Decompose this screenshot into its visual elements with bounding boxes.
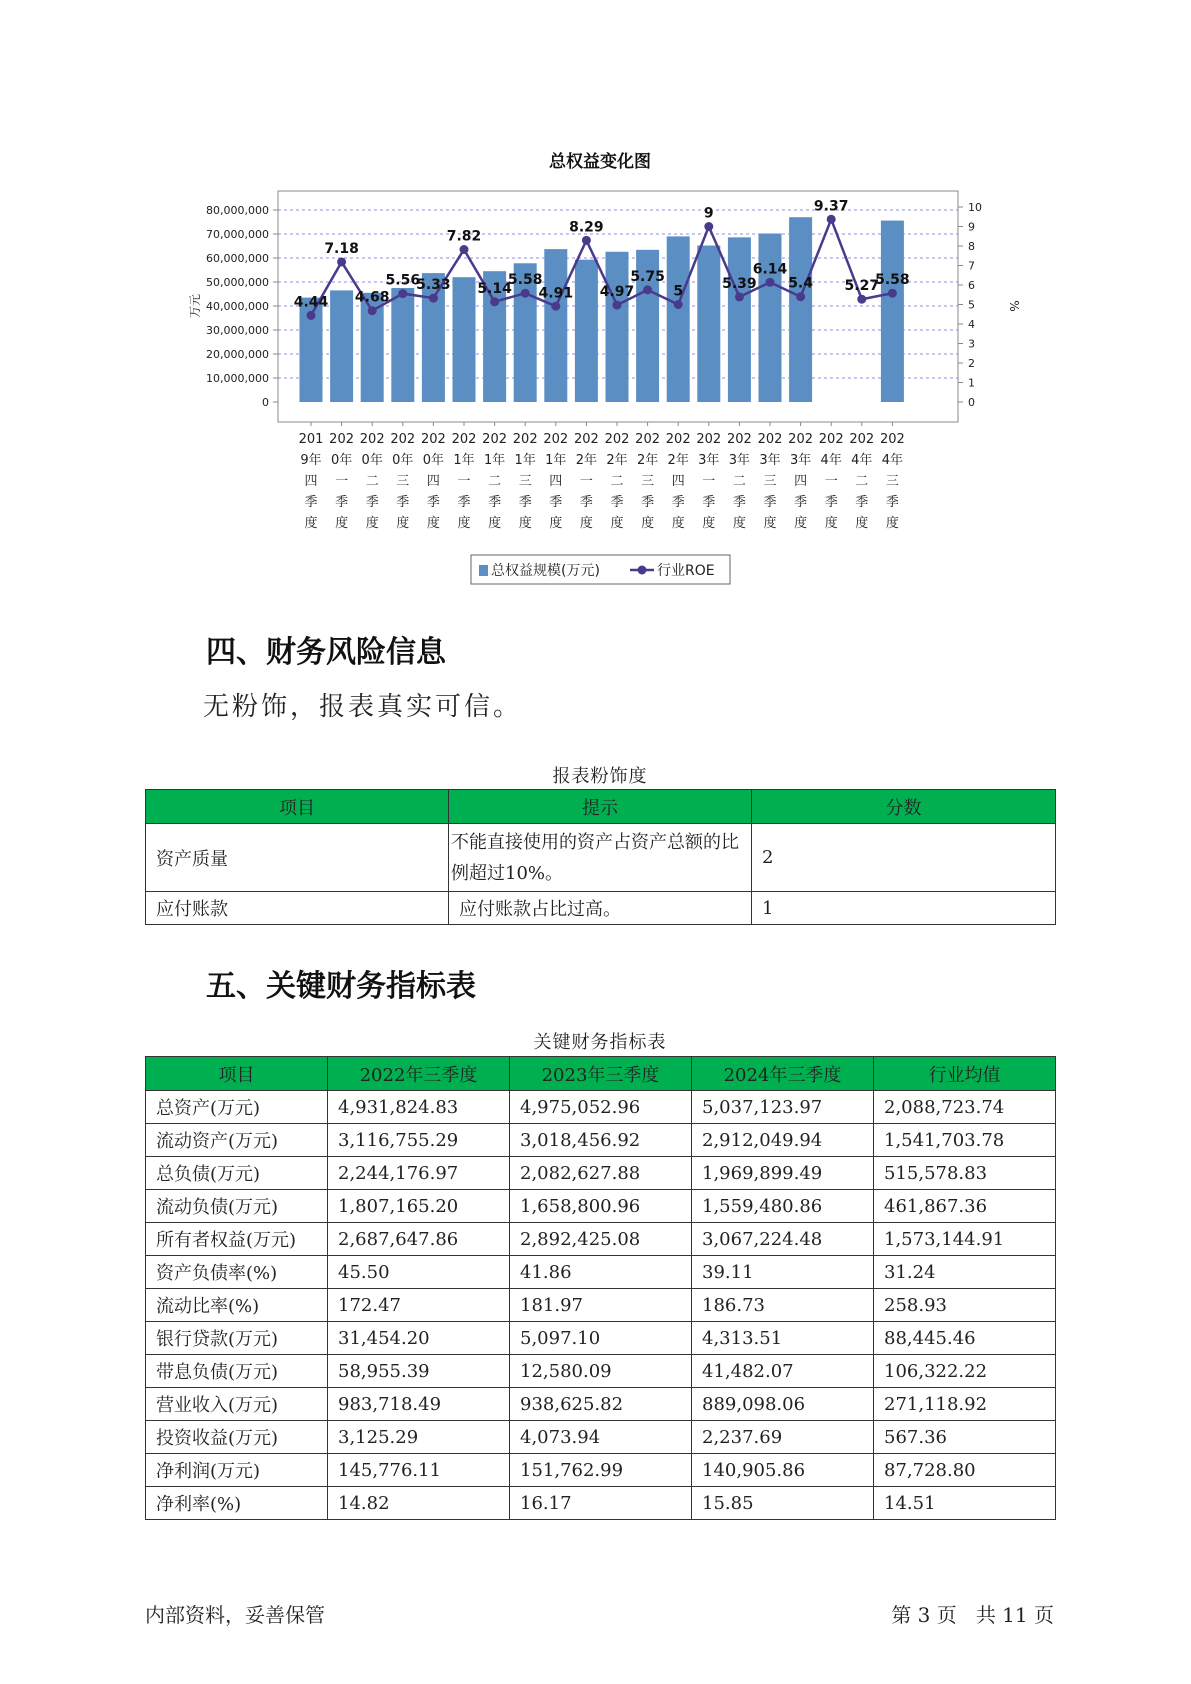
- risk-score: 1: [752, 892, 1056, 925]
- x-tick-label: 二: [732, 474, 746, 489]
- x-tick-label: 4年: [820, 453, 842, 468]
- kpi-2024q3: 186.73: [692, 1289, 874, 1322]
- x-tick-label: 1年: [453, 453, 475, 468]
- table-row: [146, 1487, 1056, 1520]
- kpi-2022q3: 58,955.39: [328, 1355, 510, 1388]
- y-left-tick-label: 30,000,000: [206, 324, 269, 337]
- y-right-tick-label: 4: [968, 318, 975, 331]
- legend-bar-swatch: [479, 565, 488, 576]
- kpi-2022q3: 172.47: [328, 1289, 510, 1322]
- x-tick-label: 三: [763, 474, 777, 489]
- kpi-2023q3: 3,018,456.92: [510, 1124, 692, 1157]
- kpi-industry-avg: 14.51: [874, 1487, 1056, 1520]
- kpi-item: 流动负债(万元): [146, 1190, 328, 1223]
- roe-point: [857, 295, 866, 304]
- kpi-industry-avg: 258.93: [874, 1289, 1056, 1322]
- kpi-2024q3: 41,482.07: [692, 1355, 874, 1388]
- equity-chart: [185, 135, 1021, 595]
- x-tick-label: 三: [518, 474, 532, 489]
- kpi-item: 带息负债(万元): [146, 1355, 328, 1388]
- risk-header-hint: 提示: [449, 790, 752, 824]
- kpi-item: 营业收入(万元): [146, 1388, 328, 1421]
- risk-hint: 不能直接使用的资产占资产总额的比例超过10%。: [449, 824, 752, 892]
- table-row: [146, 1157, 1056, 1190]
- kpi-2023q3: 1,658,800.96: [510, 1190, 692, 1223]
- x-tick-label: 202: [359, 432, 385, 447]
- roe-point: [398, 289, 407, 298]
- x-tick-label: 2年: [606, 453, 628, 468]
- y-left-tick-label: 40,000,000: [206, 300, 269, 313]
- risk-item: 应付账款: [146, 892, 449, 925]
- kpi-2024q3: 1,969,899.49: [692, 1157, 874, 1190]
- x-tick-label: 度: [579, 516, 593, 531]
- risk-hint: 应付账款占比过高。: [449, 892, 752, 925]
- x-tick-label: 季: [855, 495, 869, 510]
- x-tick-label: 202: [849, 432, 875, 447]
- x-tick-label: 度: [641, 516, 655, 531]
- kpi-2024q3: 4,313.51: [692, 1322, 874, 1355]
- roe-point: [827, 215, 836, 224]
- x-tick-label: 二: [610, 474, 624, 489]
- roe-point: [888, 289, 897, 298]
- x-tick-label: 202: [390, 432, 416, 447]
- x-tick-label: 度: [824, 516, 838, 531]
- kpi-item: 净利润(万元): [146, 1454, 328, 1487]
- y-right-tick-label: 3: [968, 337, 975, 351]
- x-tick-label: 四: [549, 474, 563, 489]
- roe-point: [766, 278, 775, 287]
- kpi-2023q3: 4,073.94: [510, 1421, 692, 1454]
- x-tick-label: 度: [396, 516, 410, 531]
- x-tick-label: 度: [457, 516, 471, 531]
- bar: [330, 290, 353, 402]
- table-row: [146, 1355, 1056, 1388]
- bar: [697, 246, 720, 402]
- table-row: [146, 1124, 1056, 1157]
- roe-point: [643, 285, 652, 294]
- kpi-2024q3: 5,037,123.97: [692, 1091, 874, 1124]
- x-tick-label: 二: [855, 474, 869, 489]
- table-row: [146, 1289, 1056, 1322]
- kpi-industry-avg: 106,322.22: [874, 1355, 1056, 1388]
- roe-data-label: 5.33: [416, 277, 451, 294]
- bar: [391, 288, 414, 402]
- kpi-header-2023q3: 2023年三季度: [510, 1057, 692, 1091]
- roe-point: [460, 245, 469, 254]
- x-tick-label: 季: [396, 495, 410, 510]
- x-tick-label: 202: [573, 432, 599, 447]
- x-tick-label: 四: [671, 474, 685, 489]
- kpi-2022q3: 45.50: [328, 1256, 510, 1289]
- section4-text: 无粉饰，报表真实可信。: [203, 692, 523, 722]
- y-left-tick-label: 0: [262, 396, 269, 409]
- x-tick-label: 度: [518, 516, 532, 531]
- x-tick-label: 度: [855, 516, 869, 531]
- x-tick-label: 202: [482, 432, 508, 447]
- kpi-2022q3: 14.82: [328, 1487, 510, 1520]
- x-tick-label: 202: [696, 432, 722, 447]
- x-tick-label: 度: [702, 516, 716, 531]
- kpi-industry-avg: 1,541,703.78: [874, 1124, 1056, 1157]
- x-tick-label: 202: [757, 432, 783, 447]
- roe-data-label: 7.82: [446, 228, 482, 245]
- kpi-industry-avg: 271,118.92: [874, 1388, 1056, 1421]
- x-tick-label: 三: [641, 474, 655, 489]
- x-tick-label: 202: [726, 432, 752, 447]
- x-tick-label: 0年: [392, 453, 414, 468]
- y-left-tick-label: 80,000,000: [206, 204, 269, 217]
- kpi-item: 总资产(万元): [146, 1091, 328, 1124]
- x-tick-label: 度: [763, 516, 777, 531]
- table-row: [146, 1322, 1056, 1355]
- x-tick-label: 202: [451, 432, 477, 447]
- y-right-tick-label: 0: [968, 396, 975, 409]
- x-tick-label: 2年: [636, 453, 659, 468]
- x-tick-label: 202: [329, 432, 355, 447]
- roe-data-label: 4.44: [293, 294, 329, 311]
- x-tick-label: 四: [426, 474, 440, 489]
- roe-point: [796, 292, 805, 301]
- kpi-2024q3: 2,237.69: [692, 1421, 874, 1454]
- x-tick-label: 度: [488, 516, 502, 531]
- chart-title: 总权益变化图: [549, 152, 651, 171]
- y-right-tick-label: 8: [968, 240, 975, 253]
- kpi-header-2022q3: 2022年三季度: [328, 1057, 510, 1091]
- kpi-2022q3: 3,116,755.29: [328, 1124, 510, 1157]
- kpi-2022q3: 983,718.49: [328, 1388, 510, 1421]
- risk-table: [145, 789, 1056, 925]
- x-tick-label: 季: [335, 495, 349, 510]
- x-tick-label: 一: [457, 474, 471, 489]
- table-row: [146, 1454, 1056, 1487]
- x-tick-label: 4年: [851, 453, 873, 468]
- legend-line-marker: [638, 566, 647, 575]
- x-tick-label: 202: [879, 432, 905, 447]
- chart-left-axis-label: 万元: [188, 293, 202, 319]
- x-tick-label: 1年: [483, 453, 506, 468]
- roe-data-label: 5.58: [875, 272, 910, 289]
- x-tick-label: 202: [543, 432, 569, 447]
- kpi-2024q3: 889,098.06: [692, 1388, 874, 1421]
- table-row: [146, 1190, 1056, 1223]
- x-tick-label: 一: [335, 474, 349, 489]
- roe-point: [551, 302, 560, 311]
- y-left-tick-label: 10,000,000: [206, 372, 269, 385]
- roe-point: [307, 311, 316, 320]
- x-tick-label: 2年: [667, 453, 689, 468]
- roe-data-label: 9: [703, 205, 714, 222]
- section4-title: 四、财务风险信息: [206, 635, 446, 670]
- x-tick-label: 季: [671, 495, 685, 510]
- kpi-2023q3: 151,762.99: [510, 1454, 692, 1487]
- x-tick-label: 季: [641, 495, 655, 510]
- kpi-table-header: [146, 1057, 1056, 1091]
- chart-bars: [300, 217, 904, 402]
- roe-data-label: 5.27: [844, 278, 880, 295]
- x-tick-label: 0年: [361, 453, 383, 468]
- table-row: [146, 1421, 1056, 1454]
- y-right-tick-label: 5: [968, 298, 975, 312]
- kpi-industry-avg: 1,573,144.91: [874, 1223, 1056, 1256]
- kpi-item: 流动资产(万元): [146, 1124, 328, 1157]
- y-left-tick-label: 70,000,000: [206, 228, 269, 241]
- roe-data-label: 9.37: [813, 198, 849, 215]
- roe-data-label: 5.4: [788, 275, 814, 292]
- x-tick-label: 季: [732, 495, 746, 510]
- bar: [453, 277, 476, 402]
- kpi-2022q3: 3,125.29: [328, 1421, 510, 1454]
- x-tick-label: 202: [635, 432, 661, 447]
- kpi-industry-avg: 567.36: [874, 1421, 1056, 1454]
- table-row: [146, 1388, 1056, 1421]
- x-tick-label: 三: [885, 474, 899, 489]
- bar: [881, 221, 904, 402]
- kpi-industry-avg: 88,445.46: [874, 1322, 1056, 1355]
- x-tick-label: 季: [518, 495, 532, 510]
- kpi-2023q3: 5,097.10: [510, 1322, 692, 1355]
- kpi-item: 流动比率(%): [146, 1289, 328, 1322]
- table-row: [146, 892, 1056, 925]
- y-left-tick-label: 50,000,000: [206, 276, 269, 289]
- x-tick-label: 一: [824, 474, 838, 489]
- kpi-item: 总负债(万元): [146, 1157, 328, 1190]
- kpi-2022q3: 31,454.20: [328, 1322, 510, 1355]
- roe-data-label: 5.75: [630, 268, 665, 285]
- x-tick-label: 季: [885, 495, 899, 510]
- kpi-2024q3: 3,067,224.48: [692, 1223, 874, 1256]
- roe-data-label: 6.14: [752, 261, 788, 278]
- kpi-2023q3: 2,892,425.08: [510, 1223, 692, 1256]
- roe-data-label: 5.58: [507, 272, 543, 289]
- x-tick-label: 度: [794, 516, 808, 531]
- x-tick-label: 202: [665, 432, 691, 447]
- x-tick-label: 季: [702, 495, 716, 510]
- y-right-tick-label: 10: [968, 201, 982, 214]
- roe-data-label: 4.97: [599, 284, 635, 301]
- kpi-2022q3: 2,687,647.86: [328, 1223, 510, 1256]
- x-tick-label: 202: [604, 432, 630, 447]
- x-tick-label: 1年: [514, 453, 536, 468]
- y-right-tick-label: 2: [968, 357, 975, 370]
- kpi-table-caption: 关键财务指标表: [533, 1032, 667, 1053]
- x-tick-label: 度: [304, 516, 318, 531]
- roe-point: [337, 257, 346, 266]
- x-tick-label: 一: [702, 474, 716, 489]
- roe-point: [735, 292, 744, 301]
- risk-table-caption: 报表粉饰度: [552, 766, 648, 787]
- chart-left-axis-ticks: [206, 204, 278, 409]
- chart-x-axis-ticks: [299, 422, 905, 531]
- x-tick-label: 季: [794, 495, 808, 510]
- x-tick-label: 季: [426, 495, 440, 510]
- kpi-2023q3: 41.86: [510, 1256, 692, 1289]
- kpi-2024q3: 1,559,480.86: [692, 1190, 874, 1223]
- risk-score: 2: [752, 824, 1056, 892]
- kpi-header-2024q3: 2024年三季度: [692, 1057, 874, 1091]
- kpi-2022q3: 1,807,165.20: [328, 1190, 510, 1223]
- kpi-item: 所有者权益(万元): [146, 1223, 328, 1256]
- kpi-2023q3: 12,580.09: [510, 1355, 692, 1388]
- x-tick-label: 度: [335, 516, 349, 531]
- roe-data-label: 5.39: [722, 275, 757, 292]
- bar: [789, 217, 812, 402]
- x-tick-label: 季: [365, 495, 379, 510]
- risk-header-item: 项目: [146, 790, 449, 824]
- kpi-header-item: 项目: [146, 1057, 328, 1091]
- roe-point: [704, 222, 713, 231]
- x-tick-label: 季: [763, 495, 777, 510]
- x-tick-label: 二: [488, 474, 502, 489]
- kpi-header-industry-avg: 行业均值: [874, 1057, 1056, 1091]
- roe-point: [521, 289, 530, 298]
- kpi-2024q3: 2,912,049.94: [692, 1124, 874, 1157]
- x-tick-label: 度: [732, 516, 746, 531]
- kpi-industry-avg: 515,578.83: [874, 1157, 1056, 1190]
- kpi-industry-avg: 31.24: [874, 1256, 1056, 1289]
- y-right-tick-label: 6: [968, 279, 975, 292]
- y-right-tick-label: 7: [968, 259, 975, 273]
- kpi-table: [145, 1056, 1056, 1520]
- x-tick-label: 9年: [300, 453, 322, 468]
- kpi-2022q3: 145,776.11: [328, 1454, 510, 1487]
- x-tick-label: 0年: [330, 453, 353, 468]
- table-row: [146, 1091, 1056, 1124]
- risk-header-score: 分数: [752, 790, 1056, 824]
- x-tick-label: 度: [426, 516, 440, 531]
- bar: [544, 249, 567, 402]
- x-tick-label: 季: [824, 495, 838, 510]
- legend-line-label: 行业ROE: [657, 563, 715, 579]
- risk-table-header: [146, 790, 1056, 824]
- x-tick-label: 季: [304, 495, 318, 510]
- x-tick-label: 3年: [789, 453, 812, 468]
- bar: [759, 234, 782, 402]
- y-left-tick-label: 60,000,000: [206, 252, 269, 265]
- roe-data-label: 5.56: [385, 272, 421, 289]
- section5-title: 五、关键财务指标表: [206, 969, 476, 1004]
- x-tick-label: 季: [610, 495, 624, 510]
- x-tick-label: 度: [885, 516, 899, 531]
- x-tick-label: 季: [549, 495, 563, 510]
- kpi-2024q3: 15.85: [692, 1487, 874, 1520]
- kpi-industry-avg: 461,867.36: [874, 1190, 1056, 1223]
- kpi-2023q3: 938,625.82: [510, 1388, 692, 1421]
- roe-point: [613, 301, 622, 310]
- table-row: [146, 1256, 1056, 1289]
- x-tick-label: 三: [396, 474, 410, 489]
- roe-point: [429, 294, 438, 303]
- bar: [575, 260, 598, 402]
- kpi-2023q3: 2,082,627.88: [510, 1157, 692, 1190]
- bar: [667, 236, 690, 402]
- kpi-item: 资产负债率(%): [146, 1256, 328, 1289]
- kpi-item: 净利率(%): [146, 1487, 328, 1520]
- chart-legend: [471, 555, 730, 584]
- kpi-item: 投资收益(万元): [146, 1421, 328, 1454]
- x-tick-label: 0年: [422, 453, 445, 468]
- roe-point: [490, 297, 499, 306]
- kpi-industry-avg: 87,728.80: [874, 1454, 1056, 1487]
- x-tick-label: 度: [671, 516, 685, 531]
- legend-bar-label: 总权益规模(万元): [491, 563, 600, 579]
- x-tick-label: 季: [457, 495, 471, 510]
- kpi-2022q3: 2,244,176.97: [328, 1157, 510, 1190]
- y-right-tick-label: 1: [968, 376, 975, 390]
- table-row: [146, 824, 1056, 892]
- x-tick-label: 202: [512, 432, 538, 447]
- x-tick-label: 4年: [881, 453, 904, 468]
- roe-data-label: 7.18: [324, 240, 359, 257]
- x-tick-label: 3年: [759, 453, 781, 468]
- x-tick-label: 3年: [728, 453, 751, 468]
- roe-data-label: 4.91: [538, 285, 574, 302]
- x-tick-label: 二: [365, 474, 379, 489]
- x-tick-label: 度: [365, 516, 379, 531]
- y-left-tick-label: 20,000,000: [206, 348, 269, 361]
- kpi-2023q3: 16.17: [510, 1487, 692, 1520]
- roe-data-label: 5: [673, 283, 684, 300]
- footer-left: 内部资料，妥善保管: [145, 1603, 325, 1627]
- bar: [606, 252, 629, 402]
- roe-data-label: 4.68: [354, 289, 390, 306]
- x-tick-label: 度: [549, 516, 563, 531]
- y-right-tick-label: 9: [968, 220, 975, 234]
- table-row: [146, 1223, 1056, 1256]
- roe-point: [582, 236, 591, 245]
- footer-page-number: 第 3 页 共 11 页: [891, 1603, 1054, 1627]
- x-tick-label: 201: [298, 432, 324, 447]
- roe-data-label: 8.29: [569, 219, 604, 236]
- x-tick-label: 一: [579, 474, 593, 489]
- x-tick-label: 3年: [698, 453, 720, 468]
- x-tick-label: 2年: [575, 453, 598, 468]
- x-tick-label: 季: [488, 495, 502, 510]
- x-tick-label: 四: [304, 474, 318, 489]
- risk-item: 资产质量: [146, 824, 449, 892]
- x-tick-label: 202: [788, 432, 814, 447]
- chart-right-axis-ticks: [958, 201, 982, 409]
- roe-data-label: 5.14: [477, 280, 512, 297]
- kpi-2023q3: 181.97: [510, 1289, 692, 1322]
- x-tick-label: 1年: [545, 453, 567, 468]
- chart-right-axis-label: %: [1007, 300, 1021, 312]
- kpi-item: 银行贷款(万元): [146, 1322, 328, 1355]
- kpi-2023q3: 4,975,052.96: [510, 1091, 692, 1124]
- bar: [728, 237, 751, 402]
- kpi-2024q3: 39.11: [692, 1256, 874, 1289]
- x-tick-label: 度: [610, 516, 624, 531]
- kpi-2022q3: 4,931,824.83: [328, 1091, 510, 1124]
- kpi-2024q3: 140,905.86: [692, 1454, 874, 1487]
- roe-point: [368, 306, 377, 315]
- x-tick-label: 202: [420, 432, 446, 447]
- x-tick-label: 四: [794, 474, 808, 489]
- roe-point: [674, 300, 683, 309]
- x-tick-label: 202: [818, 432, 844, 447]
- x-tick-label: 季: [579, 495, 593, 510]
- kpi-industry-avg: 2,088,723.74: [874, 1091, 1056, 1124]
